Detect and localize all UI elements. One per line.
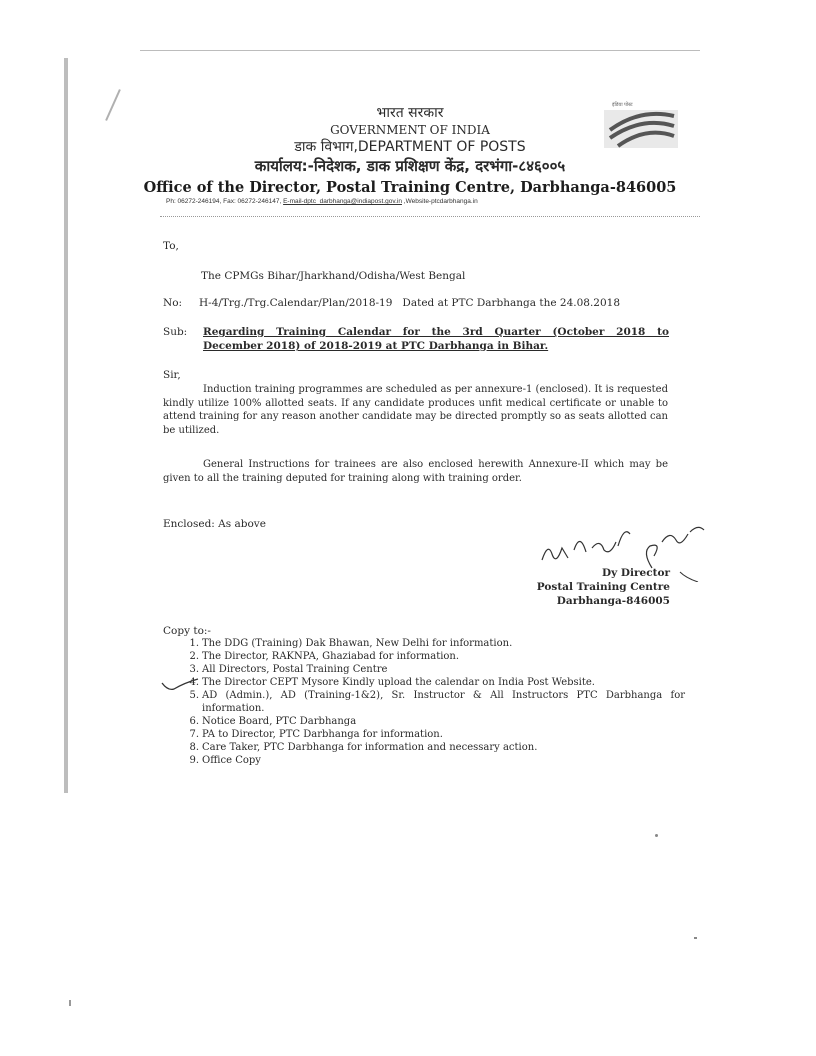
letterhead-office-en: Office of the Director, Postal Training Centre, Darbhanga-846005 [143,179,677,196]
india-post-logo-icon [604,104,678,148]
to-line: To, [163,240,179,252]
top-rule [140,50,700,51]
designation: Dy Director [602,567,670,579]
scan-speck [69,1000,71,1006]
copy-item-3: 3. All Directors, Postal Training Centre [189,664,388,675]
email-link[interactable]: E-mail-dptc_darbhanga@indiapost.gov.in [283,198,402,205]
enclosed-line: Enclosed: As above [163,518,266,530]
letterhead [143,104,677,199]
reference-line [163,296,673,310]
handwritten-tick-icon [160,675,200,693]
salutation: Sir, [163,369,181,381]
copy-item-9: 9. Office Copy [189,755,261,766]
scan-speck [655,834,658,837]
letterhead-hindi-gov: भारत सरकार [376,105,444,121]
ref-number: H-4/Trg./Trg.Calendar/Plan/2018-19 [199,297,393,309]
signatory-office: Postal Training Centre [536,581,670,593]
copy-item-1: 1. The DDG (Training) Dak Bhawan, New Delhi for information. [189,638,513,649]
scan-speck [694,937,697,939]
contact-line [166,198,706,205]
copy-item-8: 8. Care Taker, PTC Darbhanga for information and necessary action. [189,742,538,753]
copy-item-6: 6. Notice Board, PTC Darbhanga [189,716,357,727]
ref-label: No: [163,297,183,309]
copy-item-4: 4. The Director CEPT Mysore Kindly upload the calendar on India Post Website. [189,677,595,688]
signatory-block [500,566,670,608]
letterhead-gov-en: GOVERNMENT OF INDIA [330,123,490,137]
contact-phone-fax: Ph: 06272-246194, Fax: 06272-246147, [166,198,284,205]
signatory-place: Darbhanga-846005 [556,595,670,607]
copy-to-label: Copy to:- [163,625,211,637]
copy-item-7: 7. PA to Director, PTC Darbhanga for information. [189,729,443,740]
letterhead-dept: डाक विभाग,DEPARTMENT OF POSTS [294,139,526,155]
stray-pen-mark [105,89,121,121]
paragraph-1: Induction training programmes are scheduled as per annexure-1 (enclosed). It is requested kindly utilize 100% allotted seats. If any candidate produces unfit medical certificate or unable to attend training for any reason another candidate may be directed promptly so as seats allotted can be utilized. [163,384,668,436]
website-text: ,Website-ptcdarbhanga.in [401,198,478,205]
scan-edge [64,58,68,793]
paragraph-2: General Instructions for trainees are also enclosed herewith Annexure-II which may be given to all the training deputed for training along with training order. [163,459,668,484]
subject-line-2: December 2018) of 2018-2019 at PTC Darbhanga in Bihar. [203,340,549,352]
logo-caption: इंडिया पोस्ट [612,102,633,108]
copy-item-2: 2. The Director, RAKNPA, Ghaziabad for information. [189,651,460,662]
letterhead-office-hindi: कार्यालय:-निदेशक, डाक प्रशिक्षण केंद्र, दरभंगा-८४६००५ [254,157,566,175]
ref-date: Dated at PTC Darbhanga the 24.08.2018 [402,297,621,309]
copy-item-5: 5. AD (Admin.), AD (Training-1&2), Sr. Instructor & All Instructors PTC Darbhanga for information. [189,690,685,714]
subject-label: Sub: [163,326,188,338]
copy-to-list [165,637,685,767]
header-divider [160,216,700,217]
subject-line-1: Regarding Training Calendar for the 3rd Quarter (October 2018 to [203,326,669,338]
addressee: The CPMGs Bihar/Jharkhand/Odisha/West Bengal [201,270,466,282]
